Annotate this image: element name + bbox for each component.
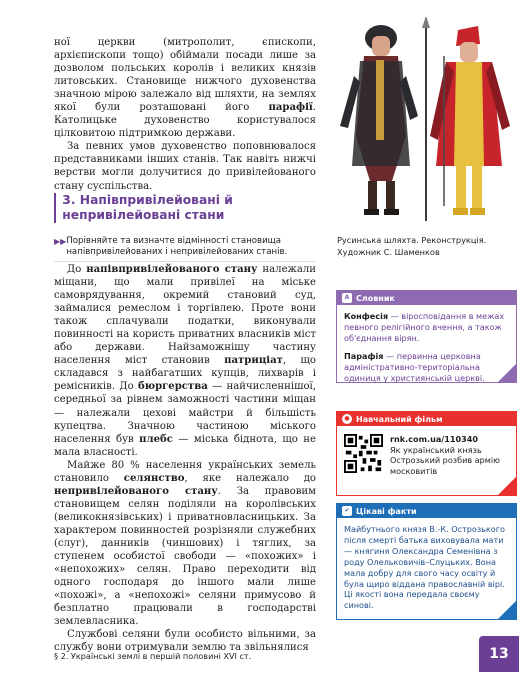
left-nobleman bbox=[340, 16, 430, 221]
text-run: , яке належало до bbox=[184, 472, 316, 484]
film-box bbox=[336, 411, 517, 496]
dictionary-title: Словник bbox=[356, 293, 395, 303]
checkbox-icon: ✔ bbox=[342, 506, 352, 516]
facts-text: Майбутнього князя В.-К. Острозького після смерті батька виховувала мати — княгиня Олександра Семенівна з роду Олельковичів–Слуцьких. Вона мала добру для свого часу освіту й була щиро віддана православній вірі. Ці якості вона передала своєму синові. bbox=[344, 524, 505, 611]
text-run: належали міщани, що мали привілеї на міське самоврядування, окремий становий суд, займалися ремеслом і торгівлею. Проте вони також сплачували податки, виконували повинності на користь приватних власників міст або держави. Найзаможнішу частину населення міст становив bbox=[54, 264, 316, 367]
main-text-bottom bbox=[54, 263, 316, 654]
term: напівпривілейованого стану bbox=[86, 264, 258, 275]
task-text: Порівняйте та визначте відмінності становища напівпривілейованих і непривілейованих станів. bbox=[66, 236, 288, 257]
double-chevron-icon: ▶▶ bbox=[54, 237, 67, 246]
dictionary-box bbox=[336, 290, 517, 383]
task-divider bbox=[54, 261, 316, 262]
section-heading bbox=[54, 193, 316, 223]
definition-confession bbox=[344, 311, 509, 344]
definition-text: — віросповідання в межах певного релігійного вчення, а також об'єднання вірян. bbox=[344, 311, 505, 343]
page-footer: § 2. Українські землі в першій половині XVI ст. bbox=[54, 651, 252, 661]
term: Парафія bbox=[344, 350, 384, 361]
definition-parish bbox=[344, 351, 509, 384]
text-run: — міська біднота, що не мала власності. bbox=[54, 433, 316, 458]
paragraph-clergy-2: За певних умов духовенство поповнювалося представниками інших станів. Так навіть нижчі верстви могли долучитися до привілейованого стану суспільства. bbox=[54, 141, 316, 192]
term: плебс bbox=[139, 433, 173, 445]
main-text-top bbox=[54, 36, 316, 193]
paragraph-service-peasants: Службові селяни були особисто вільними, за службу вони отримували землю та звільнялися bbox=[54, 629, 316, 654]
page-number: 13 bbox=[479, 636, 519, 672]
section-bar bbox=[54, 193, 56, 223]
term: селянство bbox=[123, 472, 185, 484]
term: Конфесія bbox=[344, 311, 389, 321]
section-title: 3. Напівпривілейовані й непривілейовані стани bbox=[62, 193, 233, 222]
facts-header bbox=[337, 504, 516, 518]
film-description: Як український князь Острозький розбив армію московитів bbox=[390, 444, 500, 476]
nobility-illustration bbox=[326, 16, 516, 231]
text-run: . Католицьке духовенство користувалося цілковитою підтримкою держави. bbox=[54, 102, 316, 140]
term: непривілейованого стану bbox=[54, 485, 218, 497]
term: патриціат bbox=[224, 355, 283, 367]
film-icon: ● bbox=[342, 414, 352, 424]
facts-box bbox=[336, 503, 517, 620]
corner-decoration bbox=[497, 363, 517, 383]
text-run: . За правовим становищем селян поділяли на королівських (великокнязівських) і приватновласницьких. За характером повинностей розрізняли служебних (слуг), данників (чиншових) і тяглих, за ступенем особистої свободи — «похожих» і «непохожих» селян. Право переходити від одного господаря до іншого мали лише «похожі», а «непохожі» селяни примусово й безплатно працювали в господарстві землевласника. bbox=[54, 485, 316, 628]
facts-title: Цікаві факти bbox=[356, 506, 417, 516]
text-run: , що складався з найбагатших купців, лихварів і ремісників. До bbox=[54, 355, 316, 393]
qr-code-icon[interactable] bbox=[344, 434, 383, 473]
paragraph-peasants bbox=[54, 459, 316, 629]
film-title: Навчальний фільм bbox=[356, 414, 443, 424]
paragraph-clergy bbox=[54, 36, 316, 140]
definition-text: — первинна церковна адміністративно-територіальна одиниця у християнській церкві. bbox=[344, 350, 485, 383]
illustration-caption: Русинська шляхта. Реконструкція. Художник С. Шаменков bbox=[337, 235, 487, 257]
text-run: — найчисленнішої, середньої за рівнем заможності частини міщан — належали цехові майстри й більшість купецтва. Значною частиною міського населення був bbox=[54, 381, 316, 445]
corner-decoration bbox=[497, 476, 517, 496]
paragraph-townspeople bbox=[54, 263, 316, 459]
text-run: Майже 80 % населення українських земель становило bbox=[54, 459, 316, 484]
dictionary-body bbox=[337, 305, 516, 396]
term: бюргерства bbox=[137, 381, 208, 393]
film-text bbox=[390, 434, 510, 476]
text-run: До bbox=[67, 264, 82, 275]
dictionary-header bbox=[337, 291, 516, 305]
text-run: ної церкви (митрополит, єпископи, архієпископи тощо) обіймали посади лише за дозволом польських королів і великих князів литовських. Становище нижчого духовенства значною мірою залежало від шляхти, на землях якої були розташовані його bbox=[54, 37, 316, 114]
task bbox=[54, 236, 316, 258]
term-parafii: парафії bbox=[268, 102, 313, 114]
book-icon: А bbox=[342, 293, 352, 303]
film-header bbox=[337, 412, 516, 426]
right-nobleman bbox=[430, 26, 510, 215]
corner-decoration bbox=[497, 600, 517, 620]
film-link[interactable]: rnk.com.ua/110340 bbox=[390, 434, 479, 444]
